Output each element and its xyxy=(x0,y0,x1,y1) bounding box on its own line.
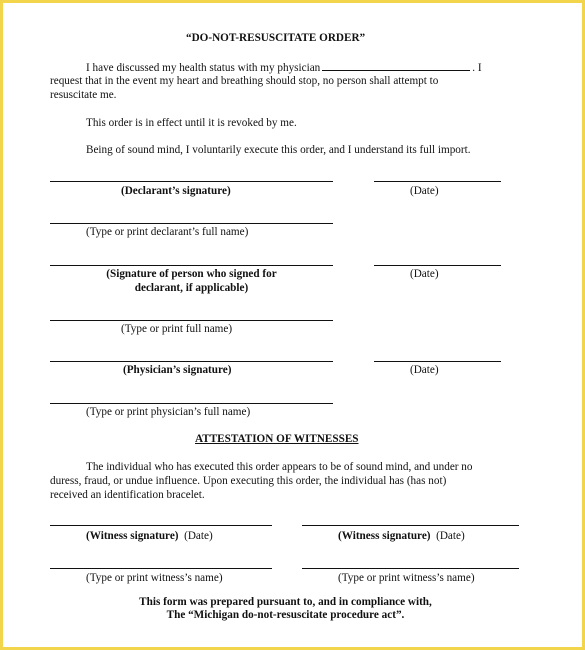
physician-signature-line[interactable] xyxy=(50,361,333,362)
declarant-name-line[interactable] xyxy=(50,223,333,224)
declarant-date-label: (Date) xyxy=(410,185,439,197)
witness-1-signature-text: (Witness signature) xyxy=(86,530,179,542)
witness-2-signature-label xyxy=(338,529,465,543)
attestation-line-1: The individual who has executed this order appears to be of sound mind, and under no xyxy=(86,461,473,473)
proxy-signature-line[interactable] xyxy=(50,265,333,266)
sound-mind-statement: Being of sound mind, I voluntarily execute this order, and I understand its full import. xyxy=(86,144,471,156)
footer-line-1: This form was prepared pursuant to, and in compliance with, xyxy=(139,596,432,608)
physician-signature-label: (Physician’s signature) xyxy=(123,364,232,376)
witness-2-signature-text: (Witness signature) xyxy=(338,530,431,542)
proxy-signature-label-1: (Signature of person who signed for xyxy=(106,268,277,280)
witness-1-name-line[interactable] xyxy=(50,568,272,569)
attestation-heading: ATTESTATION OF WITNESSES xyxy=(195,433,359,445)
physician-name-blank[interactable] xyxy=(322,60,470,71)
physician-name-label: (Type or print physician’s full name) xyxy=(86,406,251,418)
document-page xyxy=(3,3,582,647)
intro-line-1-text: I have discussed my health status with my physician xyxy=(86,62,321,74)
proxy-signature-label-2: declarant, if applicable) xyxy=(134,282,249,294)
proxy-date-line[interactable] xyxy=(374,265,501,266)
declarant-name-label: (Type or print declarant’s full name) xyxy=(86,226,249,238)
witness-1-date-text: (Date) xyxy=(184,530,213,542)
physician-name-line[interactable] xyxy=(50,403,333,404)
witness-2-name-line[interactable] xyxy=(302,568,519,569)
intro-line-1 xyxy=(86,60,482,75)
document-title: “DO-NOT-RESUSCITATE ORDER” xyxy=(186,32,366,44)
proxy-name-label: (Type or print full name) xyxy=(121,323,233,335)
witness-1-name-label: (Type or print witness’s name) xyxy=(86,572,223,584)
witness-2-date-text: (Date) xyxy=(436,530,465,542)
witness-1-signature-label xyxy=(86,529,213,543)
declarant-date-line[interactable] xyxy=(374,181,501,182)
intro-line-3: resuscitate me. xyxy=(50,89,117,101)
declarant-signature-line[interactable] xyxy=(50,181,333,182)
declarant-signature-label: (Declarant’s signature) xyxy=(121,185,231,197)
attestation-line-3: received an identification bracelet. xyxy=(50,489,205,501)
footer-line-2: The “Michigan do-not-resuscitate procedure act”. xyxy=(166,609,405,621)
physician-date-line[interactable] xyxy=(374,361,501,362)
witness-2-name-label: (Type or print witness’s name) xyxy=(338,572,475,584)
attestation-line-2: duress, fraud, or undue influence. Upon executing this order, the individual has (has not) xyxy=(50,475,447,487)
witness-2-signature-line[interactable] xyxy=(302,525,519,526)
proxy-name-line[interactable] xyxy=(50,320,333,321)
intro-line-2: request that in the event my heart and breathing should stop, no person shall attempt to xyxy=(50,75,439,87)
physician-date-label: (Date) xyxy=(410,364,439,376)
proxy-date-label: (Date) xyxy=(410,268,439,280)
intro-line-1-end: . I xyxy=(472,62,482,74)
witness-1-signature-line[interactable] xyxy=(50,525,272,526)
effect-statement: This order is in effect until it is revoked by me. xyxy=(86,117,297,129)
